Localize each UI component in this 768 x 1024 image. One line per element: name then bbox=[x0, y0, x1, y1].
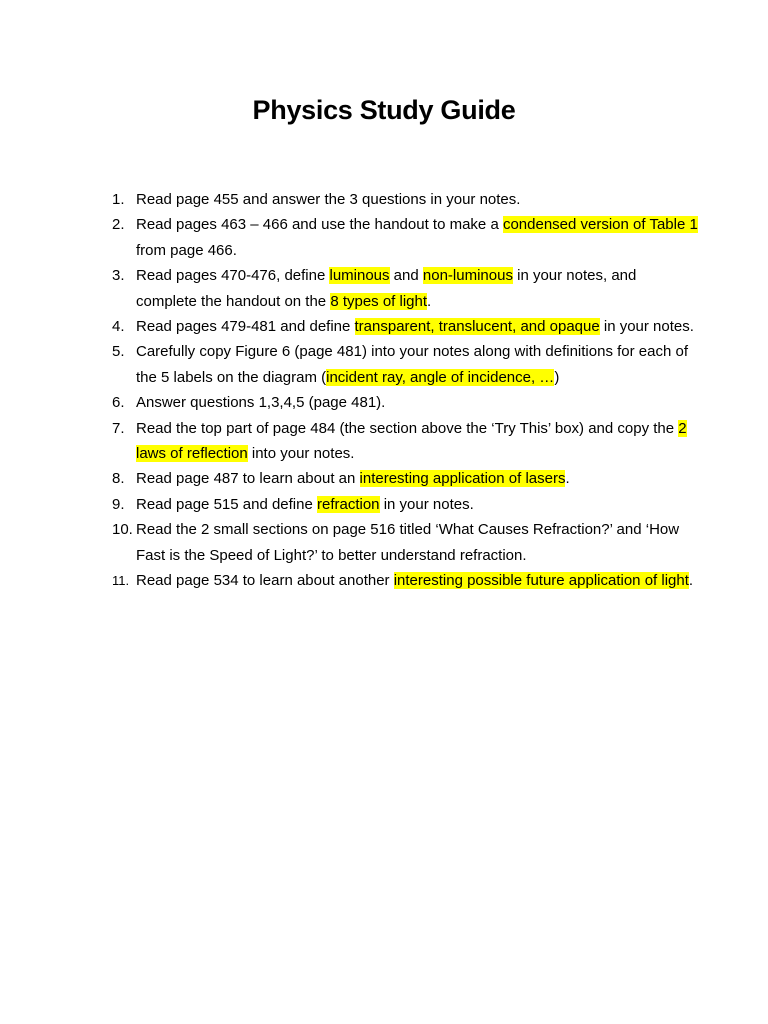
list-item-text: from page 466. bbox=[136, 241, 237, 259]
highlighted-text: condensed version of Table 1 bbox=[502, 216, 698, 234]
list-item-text: Read page 487 to learn about an bbox=[136, 470, 360, 488]
list-item bbox=[100, 212, 700, 263]
highlighted-text: luminous bbox=[329, 267, 390, 285]
list-item-number: 9. bbox=[112, 495, 125, 513]
list-item-text: . bbox=[688, 572, 694, 590]
list-item-number: 11. bbox=[112, 573, 130, 589]
list-item-number: 7. bbox=[112, 419, 125, 437]
list-item-text: Read page 515 and define bbox=[136, 495, 317, 513]
list-item-text: Read page 455 and answer the 3 questions in your notes. bbox=[136, 191, 521, 208]
list-item bbox=[100, 466, 700, 491]
list-item-text: in your notes. bbox=[379, 495, 474, 513]
study-guide-list bbox=[100, 187, 700, 594]
highlighted-text: interesting possible future application of light bbox=[393, 572, 689, 590]
page-title: Physics Study Guide bbox=[252, 95, 516, 125]
list-item-text: and bbox=[389, 267, 423, 285]
list-item-number: 2. bbox=[112, 216, 125, 234]
list-item-number: 1. bbox=[112, 191, 125, 208]
list-item-number: 3. bbox=[112, 267, 125, 285]
list-item bbox=[100, 339, 700, 390]
list-item-number: 6. bbox=[112, 394, 125, 412]
list-item-text: Read page 534 to learn about another bbox=[136, 572, 394, 590]
list-item bbox=[100, 517, 700, 568]
list-item bbox=[100, 263, 700, 314]
list-item bbox=[100, 314, 700, 339]
list-item bbox=[100, 416, 700, 467]
list-item-text: . bbox=[427, 292, 432, 310]
list-item bbox=[100, 568, 700, 593]
list-item bbox=[100, 492, 700, 517]
list-item-text: Answer questions 1,3,4,5 (page 481). bbox=[136, 394, 386, 412]
highlighted-text: 8 types of light bbox=[330, 292, 428, 310]
list-item-text: into your notes. bbox=[247, 445, 355, 463]
list-item-text: in your notes. bbox=[599, 318, 694, 336]
list-item-number: 10. bbox=[112, 521, 133, 539]
list-item bbox=[100, 390, 700, 415]
list-item-number: 5. bbox=[112, 343, 125, 361]
highlighted-text: refraction bbox=[317, 495, 380, 513]
list-item-text: Read the top part of page 484 (the section above the ‘Try This’ box) and copy the bbox=[136, 419, 679, 437]
highlighted-text: incident ray, angle of incidence, … bbox=[326, 368, 555, 386]
list-item-text: Read pages 463 – 466 and use the handout to make a bbox=[136, 216, 503, 234]
list-item-text: Read pages 479-481 and define bbox=[136, 318, 355, 336]
list-item-number: 4. bbox=[112, 318, 125, 336]
list-item-text: ) bbox=[554, 368, 560, 386]
list-item-text: Carefully copy Figure 6 (page 481) into your notes along with definitions for each of the 5 labels on the diagram ( bbox=[136, 343, 688, 386]
list-item-text: Read the 2 small sections on page 516 titled ‘What Causes Refraction?’ and ‘How Fast is the Speed of Light?’ to better understand refraction. bbox=[136, 521, 680, 564]
list-item-text: . bbox=[565, 470, 570, 488]
highlighted-text: transparent, translucent, and opaque bbox=[354, 318, 600, 336]
list-item-text: in your notes, and complete the handout on the bbox=[136, 267, 637, 310]
list-item-number: 8. bbox=[112, 470, 125, 488]
list-item bbox=[100, 187, 700, 212]
highlighted-text: non-luminous bbox=[422, 267, 513, 285]
highlighted-text: interesting application of lasers bbox=[359, 470, 566, 488]
highlighted-text: 2 laws of reflection bbox=[136, 419, 687, 463]
list-item-text: Read pages 470-476, define bbox=[136, 267, 330, 285]
